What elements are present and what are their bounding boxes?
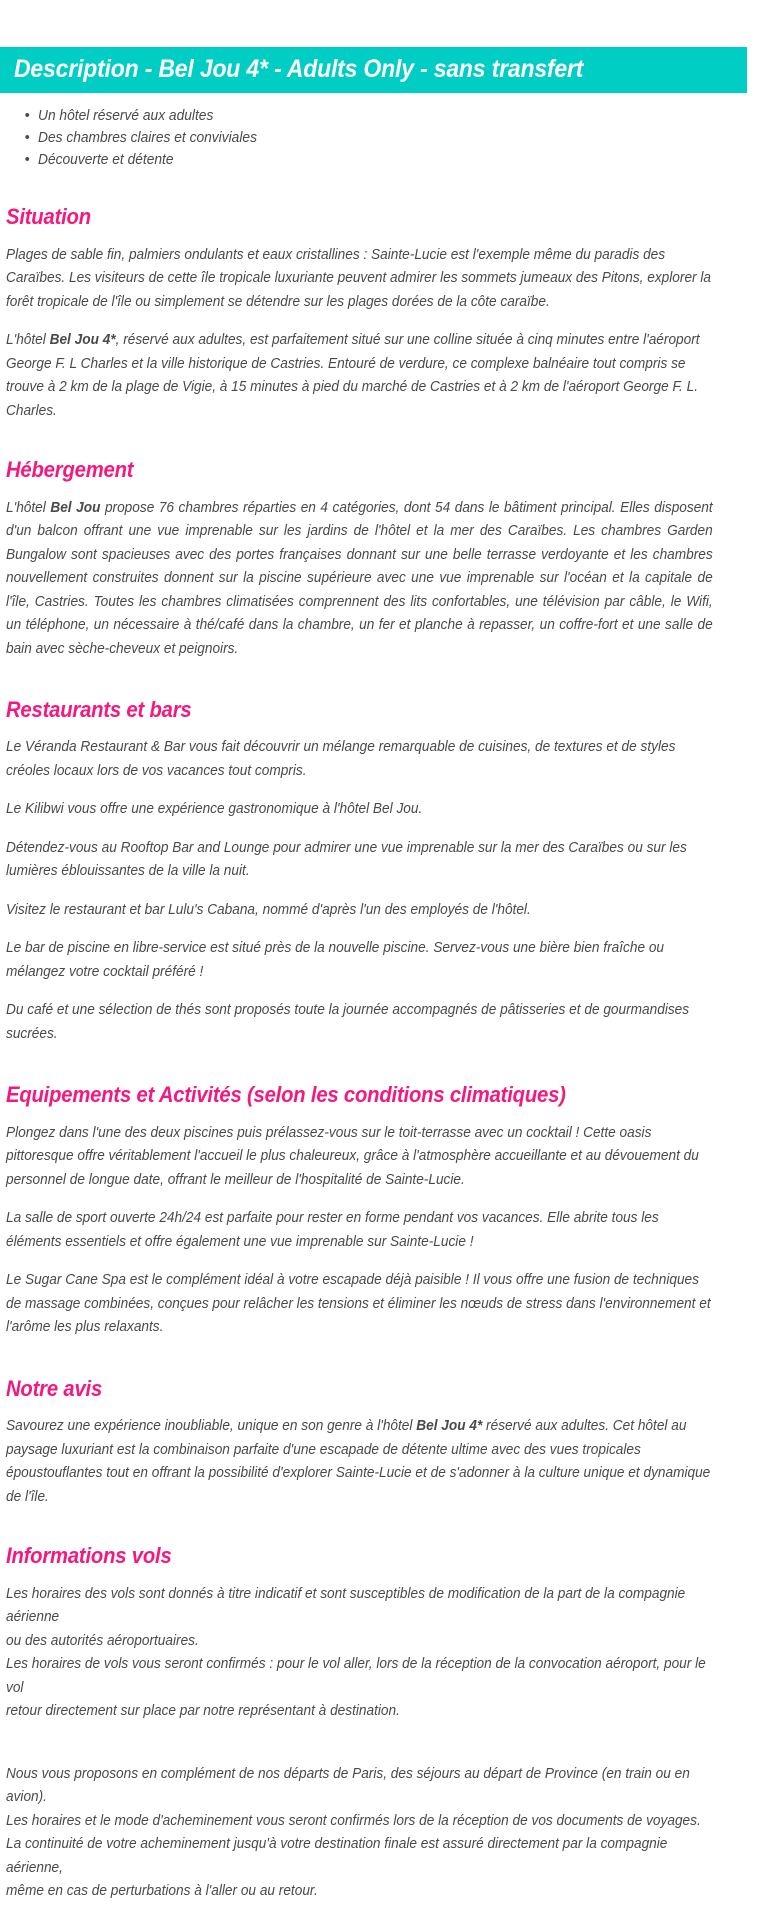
section-body-hebergement (6, 497, 746, 662)
document-page (0, 47, 758, 1904)
paragraph (6, 999, 713, 1046)
paragraph (6, 244, 713, 315)
paragraph-text: Plongez dans l'une des deux piscines puis prélassez-vous sur le toit-terrasse avec un cocktail ! Cette oasis pittoresque offre véritablement l'accueil le plus chaleureux, grâce à l'atmosphère accueillante et au dévouement du personnel de longue date, offrant le meilleur de l'hospitalité de Sainte-Lucie. (6, 1124, 699, 1188)
paragraph-text-pre: L'hôtel (6, 332, 50, 349)
paragraph (6, 837, 713, 884)
paragraph (6, 1269, 713, 1340)
section-heading-notre-avis: Notre avis (6, 1375, 103, 1401)
paragraph (6, 1415, 713, 1509)
list-item (38, 127, 722, 149)
paragraph-text: Du café et une sélection de thés sont proposés toute la journée accompagnés de pâtisseries et de gourmandises sucrées. (6, 1002, 690, 1042)
flight-info-line: retour directement sur place par notre représentant à destination. (6, 1703, 400, 1720)
paragraph (6, 937, 713, 984)
paragraph-text: Plages de sable fin, palmiers ondulants et eaux cristallines : Sainte-Lucie est l'exemple même du paradis des Caraïbes. Les visiteurs de cette île tropicale luxuriante peuvent admirer les sommets jumeaux des Pitons, explorer la forêt tropicale de l'île ou simplement se détendre sur les plages dorées de la côte caraïbe. (6, 246, 712, 310)
list-item (38, 105, 722, 127)
section-body-situation (6, 244, 746, 424)
flight-info-line: ou des autorités aéroportuaires. (6, 1632, 199, 1649)
section-hebergement (0, 457, 758, 661)
paragraph (6, 899, 713, 923)
section-situation (0, 204, 758, 423)
flight-info-line: Les horaires et le mode d'acheminement vous seront confirmés lors de la réception de vos documents de voyages. (6, 1812, 701, 1829)
paragraph-text-pre: L'hôtel (6, 499, 51, 516)
paragraph-text: Le bar de piscine en libre-service est situé près de la nouvelle piscine. Servez-vous une bière bien fraîche ou mélangez votre cocktail préféré ! (6, 940, 665, 980)
paragraph-text: Le Sugar Cane Spa est le complément idéal à votre escapade déjà paisible ! Il vous offre une fusion de techniques de massage combinées, conçues pour relâcher les tensions et éliminer les nœuds de stress dans l'environnement et l'arôme les plus relaxants. (6, 1272, 711, 1336)
flight-info-line: Les horaires des vols sont donnés à titre indicatif et sont susceptibles de modification de la part de la compagnie aérienne (6, 1585, 686, 1626)
highlight-text: Découverte et détente (38, 152, 174, 169)
list-item (38, 149, 722, 171)
paragraph-text-pre: Savourez une expérience inoubliable, unique en son genre à l'hôtel (6, 1418, 417, 1435)
section-body-informations-vols (6, 1583, 746, 1904)
section-heading-equipements: Equipements et Activités (selon les conditions climatiques) (6, 1082, 566, 1108)
paragraph-text: Le Kilibwi vous offre une expérience gastronomique à l'hôtel Bel Jou. (6, 801, 423, 818)
hotel-name-emphasis: Bel Jou (50, 499, 101, 516)
section-body-restaurants (6, 736, 746, 1046)
section-informations-vols (0, 1543, 758, 1903)
hotel-name-emphasis: Bel Jou 4* (49, 332, 116, 349)
flight-info-block-2 (6, 1763, 746, 1904)
paragraph (6, 798, 713, 822)
section-notre-avis (0, 1376, 758, 1509)
paragraph-text: Détendez-vous au Rooftop Bar and Lounge pour admirer une vue imprenable sur la mer des Caraïbes ou sur les lumières éblouissantes de la ville la nuit. (6, 839, 687, 880)
paragraph-text-post: réservé aux adultes. Cet hôtel au paysage luxuriant est la combinaison parfaite d'une escapade de détente ultime avec des vues tropicales époustouflantes tout en offrant la possibilité d'explorer Sainte-Lucie et de s'adonner à la culture unique et dynamique de l'île. (6, 1418, 711, 1505)
flight-info-line: Les horaires de vols vous seront confirmés : pour le vol aller, lors de la réception de la convocation aéroport, pour le vol (6, 1656, 706, 1696)
paragraph-text: Visitez le restaurant et bar Lulu's Cabana, nommé d'après l'un des employés de l'hôtel. (6, 901, 531, 918)
paragraph-text-post: , réservé aux adultes, est parfaitement situé sur une colline située à cinq minutes entre l'aéroport George F. L Charles et la ville historique de Castries. Entouré de verdure, ce complexe balnéaire tout compris se trouve à 2 km de la plage de Vigie, à 15 minutes à pied du marché de Castries et à 2 km de l'aéroport George F. L. Charles. (6, 332, 700, 419)
paragraph (6, 1122, 713, 1193)
section-heading-hebergement: Hébergement (6, 457, 134, 483)
section-heading-restaurants: Restaurants et bars (6, 697, 192, 723)
page-title-banner (0, 47, 747, 93)
flight-info-line: même en cas de perturbations à l'aller ou au retour. (6, 1883, 318, 1900)
page-title: Description - Bel Jou 4* - Adults Only - sans transfert (14, 55, 584, 83)
section-heading-informations-vols: Informations vols (6, 1543, 172, 1569)
flight-info-block-1 (6, 1583, 746, 1724)
paragraph-text-post: propose 76 chambres réparties en 4 catégories, dont 54 dans le bâtiment principal. Elles disposent d'un balcon offrant une vue imprenable sur les jardins de l'hôtel et la mer des Caraïbes. Les chambres Garden Bungalow sont spacieuses avec des portes françaises donnant sur une belle terrasse verdoyante et les chambres nouvellement construites donnent sur la piscine supérieure avec une vue imprenable sur l'océan et la capitale de l'île, Castries. Toutes les chambres climatisées comprennent des lits confortables, une télévision par câble, le Wifi, un téléphone, un nécessaire à thé/café dans la chambre, un fer et planche à repasser, un coffre-fort et une salle de bain avec sèche-cheveux et peignoirs. (6, 499, 713, 657)
section-equipements (0, 1082, 758, 1339)
paragraph (6, 1207, 713, 1254)
highlight-text: Un hôtel réservé aux adultes (38, 108, 214, 125)
section-body-equipements (6, 1122, 746, 1340)
paragraph (6, 329, 713, 423)
block-spacer (6, 1739, 746, 1763)
flight-info-line: Nous vous proposons en complément de nos départs de Paris, des séjours au départ de Province (en train ou en avion). (6, 1765, 690, 1806)
paragraph-text: Le Véranda Restaurant & Bar vous fait découvrir un mélange remarquable de cuisines, de textures et de styles créoles locaux lors de vos vacances tout compris. (6, 739, 676, 779)
paragraph-text: La salle de sport ouverte 24h/24 est parfaite pour rester en forme pendant vos vacances. Elle abrite tous les éléments essentiels et offre également une vue imprenable sur Sainte-Lucie ! (6, 1210, 659, 1250)
hotel-name-emphasis: Bel Jou 4* (416, 1418, 483, 1435)
section-heading-situation: Situation (6, 204, 91, 230)
section-restaurants (0, 697, 758, 1046)
section-body-notre-avis (6, 1415, 746, 1509)
paragraph (6, 736, 713, 783)
highlight-text: Des chambres claires et conviviales (38, 130, 257, 147)
flight-info-line: La continuité de votre acheminement jusqu'à votre destination finale est assuré directement par la compagnie aérienne, (6, 1836, 668, 1876)
highlights-list (0, 105, 758, 171)
paragraph (6, 497, 713, 662)
